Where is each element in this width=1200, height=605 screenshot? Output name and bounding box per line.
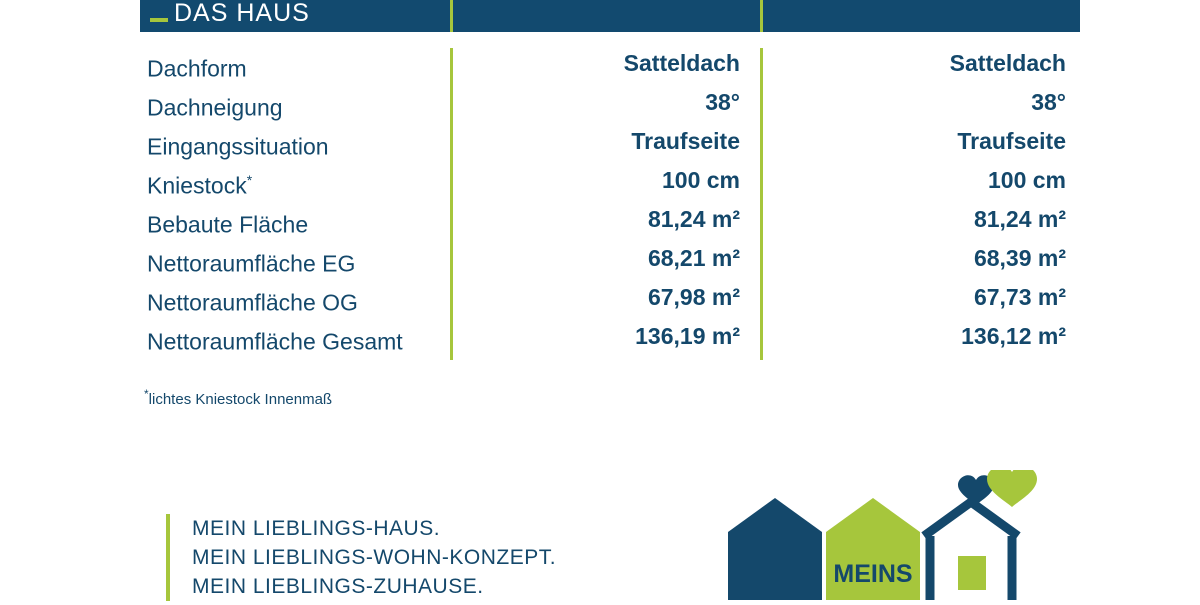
- table-row: [140, 200, 1080, 239]
- row-label: Nettoraumfläche OG: [147, 289, 358, 316]
- row-value-column-1: 81,24 m²: [647, 206, 740, 232]
- row-value-column-2: 100 cm: [987, 167, 1066, 193]
- row-label: Eingangssituation: [147, 133, 329, 160]
- row-label: Dachform: [147, 55, 247, 82]
- table-row: [140, 278, 1080, 317]
- meins-logo-graphic: [718, 470, 1048, 600]
- slogan-line-2: MEIN LIEBLINGS-WOHN-KONZEPT.: [192, 546, 557, 569]
- row-label: Kniestock*: [147, 172, 253, 199]
- header-column-1: [450, 0, 760, 32]
- brand-name: DAS HAUS: [174, 0, 310, 27]
- row-value-column-1: 100 cm: [661, 167, 740, 193]
- row-value-column-2: 67,73 m²: [973, 284, 1066, 310]
- footnote: [144, 387, 332, 408]
- header-divider-1: [450, 0, 453, 32]
- spec-table: [140, 44, 1080, 356]
- brand-logo: [140, 0, 450, 32]
- table-row: [140, 83, 1080, 122]
- row-label: Dachneigung: [147, 94, 283, 121]
- row-value-column-1: 136,19 m²: [635, 323, 740, 349]
- logo-dash-icon: [150, 18, 168, 22]
- row-value-column-1: 38°: [705, 89, 740, 115]
- row-label: Nettoraumfläche Gesamt: [147, 328, 403, 355]
- house-outline-icon: [924, 502, 1018, 600]
- row-label: Bebaute Fläche: [147, 211, 309, 238]
- footnote-star: *: [144, 387, 149, 401]
- header-column-2: [760, 0, 1080, 32]
- row-value-column-2: 68,39 m²: [973, 245, 1066, 271]
- slogan-block: [166, 514, 556, 601]
- row-value-column-1: 68,21 m²: [647, 245, 740, 271]
- table-row: [140, 161, 1080, 200]
- row-label: Nettoraumfläche EG: [147, 250, 356, 277]
- footnote-text: lichtes Kniestock Innenmaß: [148, 391, 333, 408]
- table-row: [140, 317, 1080, 356]
- row-value-column-1: 67,98 m²: [647, 284, 740, 310]
- table-header-bar: [140, 0, 1080, 32]
- row-value-column-1: Traufseite: [631, 128, 740, 154]
- table-row: [140, 44, 1080, 83]
- table-row: [140, 122, 1080, 161]
- row-value-column-1: Satteldach: [623, 50, 740, 76]
- row-value-column-2: 136,12 m²: [961, 323, 1066, 349]
- row-value-column-2: Traufseite: [957, 128, 1066, 154]
- row-value-column-2: 81,24 m²: [973, 206, 1066, 232]
- row-value-column-2: Satteldach: [949, 50, 1066, 76]
- slogan-line-1: MEIN LIEBLINGS-HAUS.: [192, 517, 441, 540]
- table-row: [140, 239, 1080, 278]
- heart-green-icon: [987, 470, 1037, 507]
- row-value-column-2: 38°: [1031, 89, 1066, 115]
- row-label-footnote-marker: *: [246, 172, 253, 188]
- house-blue-icon: [728, 498, 822, 600]
- slogan-line-3: MEIN LIEBLINGS-ZUHAUSE.: [192, 575, 484, 598]
- header-divider-2: [760, 0, 763, 32]
- logo-word: MEINS: [833, 560, 913, 588]
